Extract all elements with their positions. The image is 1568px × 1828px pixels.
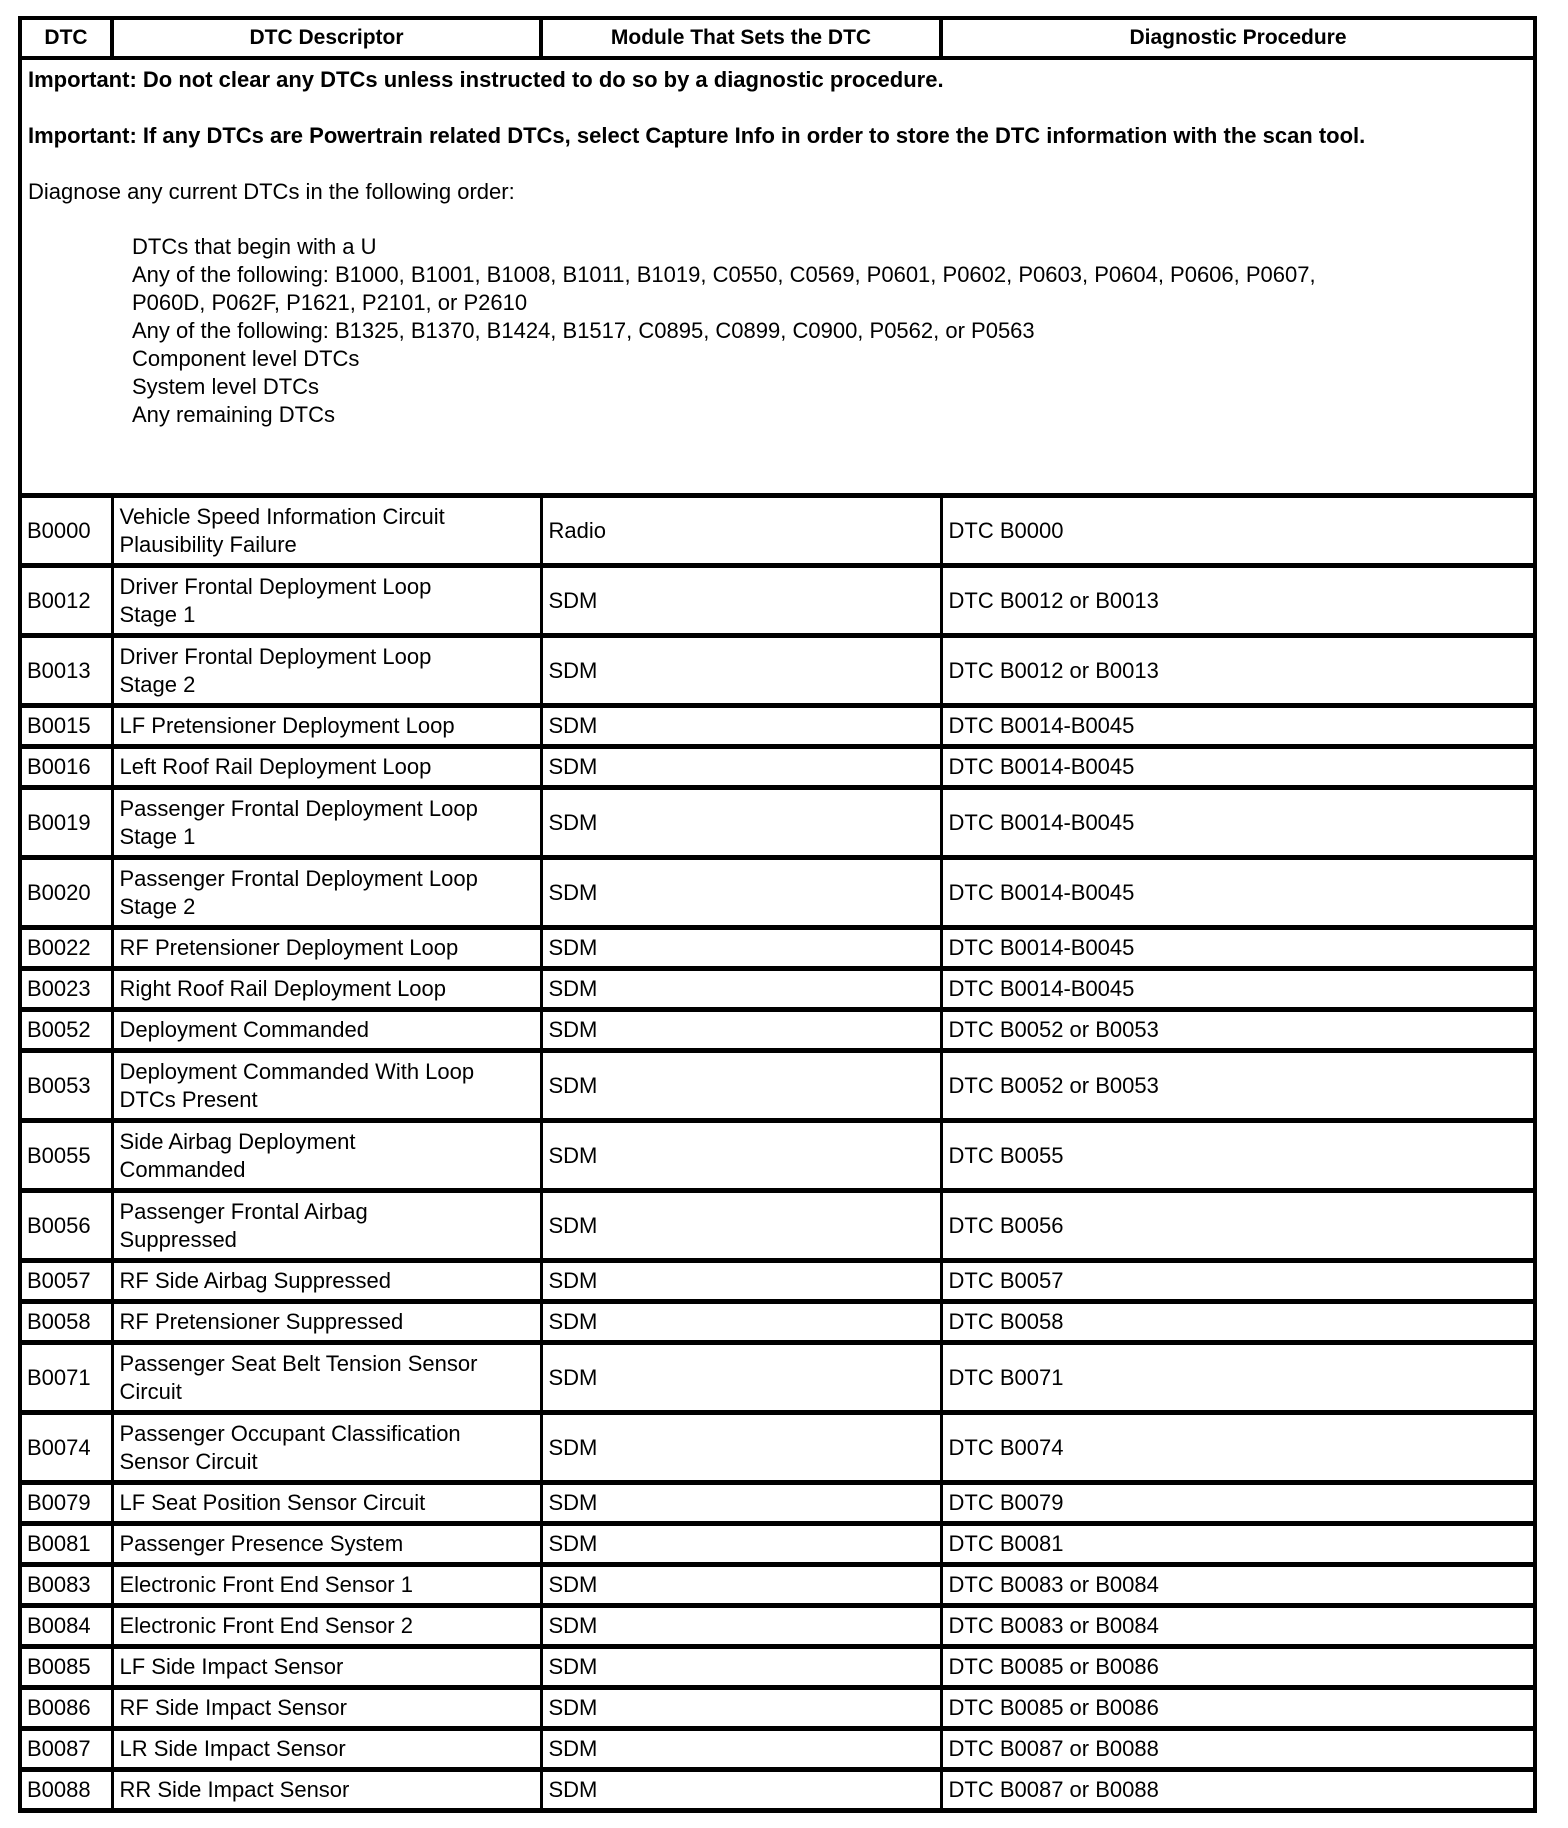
dtc-code-cell: B0074 (20, 1413, 112, 1483)
table-row (20, 1483, 1535, 1524)
dtc-descriptor-line: Circuit (119, 1378, 182, 1404)
dtc-descriptor-line: Driver Frontal Deployment Loop (119, 573, 432, 599)
dtc-descriptor-cell (112, 1647, 541, 1688)
dtc-descriptor-line: Commanded (119, 1156, 246, 1182)
dtc-code-cell: B0088 (20, 1770, 112, 1811)
diagnostic-procedure-cell: DTC B0000 (941, 496, 1535, 566)
dtc-descriptor-line: LF Seat Position Sensor Circuit (119, 1490, 426, 1515)
diagnostic-procedure-cell: DTC B0052 or B0053 (941, 1051, 1535, 1121)
module-cell: SDM (541, 788, 941, 858)
dtc-descriptor-line: RF Pretensioner Suppressed (119, 1309, 404, 1334)
dtc-descriptor-line: Passenger Frontal Deployment Loop (119, 865, 478, 891)
diagnostic-procedure-cell: DTC B0014-B0045 (941, 706, 1535, 747)
module-cell: SDM (541, 1413, 941, 1483)
dtc-descriptor-line: Vehicle Speed Information Circuit (119, 503, 445, 529)
dtc-descriptor-line: Suppressed (119, 1226, 237, 1252)
dtc-descriptor-cell (112, 969, 541, 1010)
dtc-descriptor-cell (112, 747, 541, 788)
dtc-descriptor-cell (112, 788, 541, 858)
dtc-code-cell: B0055 (20, 1121, 112, 1191)
dtc-code-cell: B0052 (20, 1010, 112, 1051)
header-diagnostic-procedure: Diagnostic Procedure (941, 18, 1535, 58)
dtc-descriptor-line: Stage 2 (119, 893, 196, 919)
order-item: Component level DTCs (132, 346, 360, 371)
dtc-descriptor-line: LF Pretensioner Deployment Loop (119, 713, 455, 738)
table-row (20, 1729, 1535, 1770)
dtc-descriptor-cell (112, 496, 541, 566)
diagnostic-procedure-cell: DTC B0081 (941, 1524, 1535, 1565)
dtc-code-cell: B0000 (20, 496, 112, 566)
diagnostic-procedure-cell: DTC B0056 (941, 1191, 1535, 1261)
diagnostic-procedure-cell: DTC B0052 or B0053 (941, 1010, 1535, 1051)
module-cell: SDM (541, 928, 941, 969)
dtc-descriptor-line: Sensor Circuit (119, 1448, 258, 1474)
diagnostic-procedure-cell: DTC B0085 or B0086 (941, 1688, 1535, 1729)
diagnostic-procedure-cell: DTC B0012 or B0013 (941, 566, 1535, 636)
module-cell: SDM (541, 636, 941, 706)
dtc-descriptor-line: RF Pretensioner Deployment Loop (119, 935, 459, 960)
dtc-descriptor-line: Side Airbag Deployment (119, 1128, 356, 1154)
dtc-table (18, 16, 1537, 1813)
table-row (20, 928, 1535, 969)
dtc-code-cell: B0013 (20, 636, 112, 706)
module-cell: SDM (541, 858, 941, 928)
table-row (20, 1524, 1535, 1565)
dtc-descriptor-cell (112, 1191, 541, 1261)
table-row (20, 1010, 1535, 1051)
dtc-descriptor-line: RR Side Impact Sensor (119, 1777, 350, 1802)
module-cell: SDM (541, 1688, 941, 1729)
diagnostic-procedure-cell: DTC B0071 (941, 1343, 1535, 1413)
dtc-descriptor-line: Passenger Frontal Deployment Loop (119, 795, 478, 821)
diagnostic-procedure-cell: DTC B0079 (941, 1483, 1535, 1524)
diagnostic-procedure-cell: DTC B0014-B0045 (941, 928, 1535, 969)
dtc-descriptor-line: Passenger Occupant Classification (119, 1420, 461, 1446)
dtc-code-cell: B0023 (20, 969, 112, 1010)
dtc-descriptor-cell (112, 1483, 541, 1524)
dtc-code-cell: B0019 (20, 788, 112, 858)
dtc-descriptor-cell (112, 928, 541, 969)
table-row (20, 788, 1535, 858)
module-cell: SDM (541, 1565, 941, 1606)
table-header (20, 18, 1535, 58)
dtc-descriptor-cell (112, 1121, 541, 1191)
dtc-descriptor-line: Plausibility Failure (119, 531, 297, 557)
dtc-code-cell: B0016 (20, 747, 112, 788)
dtc-descriptor-line: Passenger Presence System (119, 1531, 404, 1556)
header-row (20, 18, 1535, 58)
dtc-descriptor-cell (112, 1051, 541, 1121)
dtc-descriptor-line: LR Side Impact Sensor (119, 1736, 346, 1761)
dtc-code-cell: B0058 (20, 1302, 112, 1343)
diagnose-order-list (28, 233, 1527, 429)
dtc-descriptor-line: Deployment Commanded With Loop (119, 1058, 475, 1084)
dtc-code-cell: B0079 (20, 1483, 112, 1524)
dtc-code-cell: B0057 (20, 1261, 112, 1302)
module-cell: SDM (541, 706, 941, 747)
module-cell: SDM (541, 566, 941, 636)
table-body (20, 58, 1535, 1811)
dtc-descriptor-line: Stage 1 (119, 601, 196, 627)
diagnostic-procedure-cell: DTC B0014-B0045 (941, 969, 1535, 1010)
dtc-descriptor-line: Passenger Seat Belt Tension Sensor (119, 1350, 478, 1376)
table-row (20, 858, 1535, 928)
dtc-descriptor-cell (112, 1343, 541, 1413)
diagnostic-procedure-cell: DTC B0083 or B0084 (941, 1606, 1535, 1647)
table-row (20, 747, 1535, 788)
module-cell: SDM (541, 1302, 941, 1343)
dtc-descriptor-line: Driver Frontal Deployment Loop (119, 643, 432, 669)
dtc-descriptor-line: Electronic Front End Sensor 1 (119, 1572, 413, 1597)
dtc-descriptor-line: RF Side Impact Sensor (119, 1695, 347, 1720)
module-cell: SDM (541, 1606, 941, 1647)
module-cell: SDM (541, 1647, 941, 1688)
dtc-code-cell: B0015 (20, 706, 112, 747)
dtc-descriptor-cell (112, 636, 541, 706)
dtc-descriptor-line: LF Side Impact Sensor (119, 1654, 344, 1679)
dtc-code-cell: B0012 (20, 566, 112, 636)
table-row (20, 1302, 1535, 1343)
table-row (20, 636, 1535, 706)
module-cell: SDM (541, 1524, 941, 1565)
dtc-code-cell: B0020 (20, 858, 112, 928)
table-row (20, 566, 1535, 636)
important-note-clear-dtcs: Important: Do not clear any DTCs unless instructed to do so by a diagnostic procedure. (28, 67, 944, 92)
dtc-descriptor-cell (112, 1524, 541, 1565)
table-row (20, 1191, 1535, 1261)
diagnostic-procedure-cell: DTC B0014-B0045 (941, 788, 1535, 858)
diagnostic-procedure-cell: DTC B0057 (941, 1261, 1535, 1302)
order-item: Any of the following: B1325, B1370, B1424, B1517, C0895, C0899, C0900, P0562, or P0563 (132, 318, 1035, 343)
module-cell: SDM (541, 1343, 941, 1413)
module-cell: SDM (541, 1010, 941, 1051)
table-row (20, 1051, 1535, 1121)
dtc-code-cell: B0081 (20, 1524, 112, 1565)
diagnose-order-intro: Diagnose any current DTCs in the following order: (28, 179, 515, 204)
dtc-descriptor-line: RF Side Airbag Suppressed (119, 1268, 391, 1293)
dtc-code-cell: B0085 (20, 1647, 112, 1688)
header-module: Module That Sets the DTC (541, 18, 941, 58)
dtc-descriptor-line: Stage 1 (119, 823, 196, 849)
dtc-descriptor-line: Right Roof Rail Deployment Loop (119, 976, 447, 1001)
dtc-descriptor-cell (112, 1010, 541, 1051)
dtc-descriptor-cell (112, 1413, 541, 1483)
header-dtc-descriptor: DTC Descriptor (112, 18, 541, 58)
table-row (20, 1770, 1535, 1811)
order-item: Any remaining DTCs (132, 402, 335, 427)
dtc-descriptor-cell (112, 566, 541, 636)
table-row (20, 1121, 1535, 1191)
diagnostic-procedure-cell: DTC B0014-B0045 (941, 858, 1535, 928)
dtc-descriptor-cell (112, 1770, 541, 1811)
dtc-code-cell: B0083 (20, 1565, 112, 1606)
dtc-descriptor-line: Stage 2 (119, 671, 196, 697)
diagnostic-procedure-cell: DTC B0058 (941, 1302, 1535, 1343)
module-cell: SDM (541, 969, 941, 1010)
dtc-descriptor-line: Electronic Front End Sensor 2 (119, 1613, 413, 1638)
diagnostic-procedure-cell: DTC B0074 (941, 1413, 1535, 1483)
diagnostic-procedure-cell: DTC B0083 or B0084 (941, 1565, 1535, 1606)
module-cell: SDM (541, 1261, 941, 1302)
module-cell: SDM (541, 1121, 941, 1191)
dtc-descriptor-line: Left Roof Rail Deployment Loop (119, 754, 432, 779)
diagnostic-procedure-cell: DTC B0012 or B0013 (941, 636, 1535, 706)
dtc-descriptor-cell (112, 1302, 541, 1343)
dtc-descriptor-line: Passenger Frontal Airbag (119, 1198, 368, 1224)
header-dtc: DTC (20, 18, 112, 58)
dtc-code-cell: B0022 (20, 928, 112, 969)
dtc-code-cell: B0086 (20, 1688, 112, 1729)
module-cell: SDM (541, 1051, 941, 1121)
notes-cell (20, 58, 1535, 496)
module-cell: SDM (541, 1770, 941, 1811)
important-note-capture-info: Important: If any DTCs are Powertrain related DTCs, select Capture Info in order to store the DTC information with the scan tool. (28, 123, 1366, 148)
dtc-descriptor-cell (112, 1565, 541, 1606)
table-row (20, 1261, 1535, 1302)
table-row (20, 1688, 1535, 1729)
module-cell: SDM (541, 1191, 941, 1261)
dtc-descriptor-cell (112, 858, 541, 928)
module-cell: Radio (541, 496, 941, 566)
dtc-descriptor-cell (112, 1688, 541, 1729)
order-item: Any of the following: B1000, B1001, B1008, B1011, B1019, C0550, C0569, P0601, P0602, P0603, P0604, P0606, P0607, (132, 262, 1316, 287)
dtc-descriptor-cell (112, 1261, 541, 1302)
dtc-code-cell: B0053 (20, 1051, 112, 1121)
table-row (20, 1647, 1535, 1688)
table-row (20, 969, 1535, 1010)
dtc-code-cell: B0087 (20, 1729, 112, 1770)
module-cell: SDM (541, 1483, 941, 1524)
module-cell: SDM (541, 747, 941, 788)
diagnostic-procedure-cell: DTC B0055 (941, 1121, 1535, 1191)
diagnostic-procedure-cell: DTC B0087 or B0088 (941, 1770, 1535, 1811)
dtc-code-cell: B0084 (20, 1606, 112, 1647)
diagnostic-procedure-cell: DTC B0087 or B0088 (941, 1729, 1535, 1770)
notes-row (20, 58, 1535, 496)
order-item: DTCs that begin with a U (132, 234, 377, 259)
diagnostic-procedure-cell: DTC B0014-B0045 (941, 747, 1535, 788)
module-cell: SDM (541, 1729, 941, 1770)
table-row (20, 1565, 1535, 1606)
order-item: P060D, P062F, P1621, P2101, or P2610 (132, 290, 528, 315)
table-row (20, 1343, 1535, 1413)
table-row (20, 496, 1535, 566)
dtc-code-cell: B0056 (20, 1191, 112, 1261)
dtc-descriptor-cell (112, 706, 541, 747)
order-item: System level DTCs (132, 374, 320, 399)
dtc-descriptor-line: Deployment Commanded (119, 1017, 369, 1042)
table-row (20, 1413, 1535, 1483)
dtc-descriptor-cell (112, 1729, 541, 1770)
table-row (20, 706, 1535, 747)
dtc-code-cell: B0071 (20, 1343, 112, 1413)
dtc-descriptor-line: DTCs Present (119, 1086, 258, 1112)
table-row (20, 1606, 1535, 1647)
diagnostic-procedure-cell: DTC B0085 or B0086 (941, 1647, 1535, 1688)
dtc-descriptor-cell (112, 1606, 541, 1647)
